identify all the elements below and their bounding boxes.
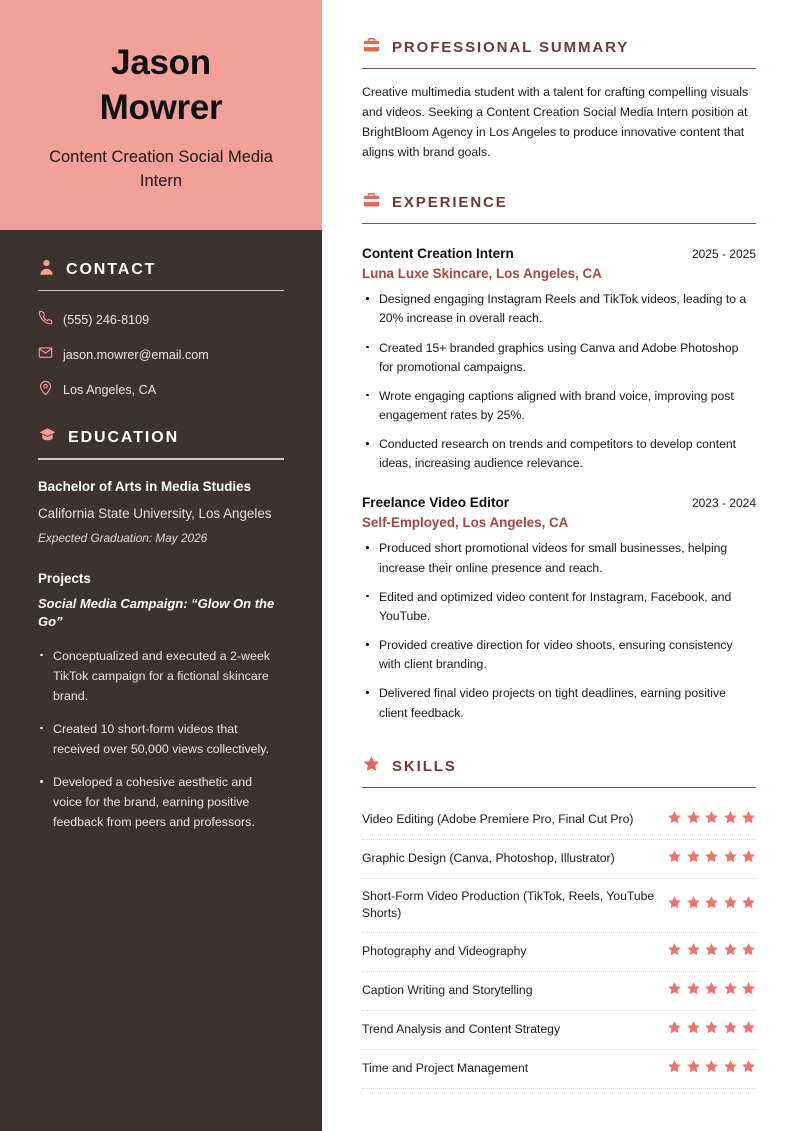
skill-rating [667, 1020, 756, 1040]
list-item: Developed a cohesive aesthetic and voice for the brand, earning positive feedback from peers and professors. [38, 772, 284, 832]
star-icon [686, 810, 701, 830]
star-icon [686, 895, 701, 915]
star-icon [723, 1059, 738, 1079]
education-school: California State University, Los Angeles [38, 505, 272, 521]
skill-row [362, 801, 756, 840]
star-icon [723, 895, 738, 915]
star-icon [704, 1059, 719, 1079]
name-header [0, 0, 322, 230]
job-title: Content Creation Intern [362, 246, 514, 262]
star-icon [741, 1020, 756, 1040]
star-icon [667, 1059, 682, 1079]
sidebar [0, 0, 322, 1131]
contact-divider [38, 290, 284, 291]
contact-item-location[interactable] [38, 380, 284, 400]
experience-entry [362, 495, 756, 722]
skills-list [362, 801, 756, 1089]
star-icon [704, 981, 719, 1001]
star-icon [686, 981, 701, 1001]
project-bullet-list [38, 646, 284, 833]
experience-entry-header [362, 495, 756, 510]
education-heading-row [38, 426, 284, 449]
job-title: Freelance Video Editor [362, 495, 510, 511]
star-icon [723, 942, 738, 962]
job-bullet-list [362, 290, 756, 473]
star-icon [667, 849, 682, 869]
briefcase-icon [362, 191, 381, 214]
star-icon [667, 810, 682, 830]
briefcase-icon [362, 36, 381, 59]
sidebar-body [0, 230, 322, 855]
location-value: Los Angeles, CA [63, 383, 157, 398]
star-icon [686, 1059, 701, 1079]
person-icon [38, 258, 55, 281]
location-pin-icon [38, 380, 53, 400]
star-icon [704, 895, 719, 915]
skill-row [362, 1011, 756, 1050]
skill-name: Graphic Design (Canva, Photoshop, Illustrator) [362, 851, 615, 866]
star-icon [723, 810, 738, 830]
skill-rating [667, 849, 756, 869]
skill-rating [667, 942, 756, 962]
star-icon [667, 942, 682, 962]
experience-entry-header [362, 246, 756, 261]
job-role-subtitle: Content Creation Social Media Intern [49, 148, 273, 190]
summary-text: Creative multimedia student with a talent for crafting compelling visuals and videos. Seeking a Content Creation Social Media Intern position at BrightBloom Agency in Los Angeles to produce innovative content that aligns with brand goals. [362, 85, 749, 160]
skill-row [362, 840, 756, 879]
envelope-icon [38, 345, 53, 365]
education-section [38, 426, 284, 832]
main-content [322, 0, 800, 1131]
star-icon [741, 981, 756, 1001]
first-name: Jason [111, 42, 211, 82]
star-icon [667, 895, 682, 915]
experience-divider [362, 223, 756, 224]
list-item: Produced short promotional videos for small businesses, helping increase their online presence and reach. [362, 539, 756, 577]
job-dates: 2023 - 2024 [691, 496, 756, 511]
star-icon [362, 755, 381, 778]
list-item: Wrote engaging captions aligned with brand voice, improving post engagement rates by 25%. [362, 387, 756, 425]
summary-heading-row [362, 36, 756, 59]
page-title [100, 41, 223, 131]
star-icon [667, 981, 682, 1001]
star-icon [686, 1020, 701, 1040]
contact-heading-row [38, 258, 284, 281]
skills-heading: SKILLS [392, 757, 457, 775]
list-item: Created 10 short-form videos that received over 50,000 views collectively. [38, 719, 284, 759]
summary-divider [362, 68, 756, 69]
star-icon [741, 895, 756, 915]
job-dates: 2025 - 2025 [691, 247, 756, 262]
star-icon [686, 849, 701, 869]
contact-item-email[interactable] [38, 345, 284, 365]
job-organization: Luna Luxe Skincare, Los Angeles, CA [362, 266, 602, 282]
skill-name: Video Editing (Adobe Premiere Pro, Final Cut Pro) [362, 812, 634, 827]
star-icon [741, 810, 756, 830]
contact-heading: CONTACT [66, 260, 157, 278]
skill-name: Time and Project Management [362, 1061, 529, 1075]
education-degree: Bachelor of Arts in Media Studies [38, 478, 252, 494]
star-icon [741, 849, 756, 869]
star-icon [667, 1020, 682, 1040]
last-name: Mowrer [99, 87, 223, 127]
list-item: Designed engaging Instagram Reels and TikTok videos, leading to a 20% increase in overall reach. [362, 290, 756, 328]
list-item: Conceptualized and executed a 2-week TikTok campaign for a fictional skincare brand. [38, 646, 284, 706]
experience-heading-row [362, 191, 756, 214]
star-icon [704, 1020, 719, 1040]
projects-heading: Projects [38, 570, 91, 586]
skill-name: Trend Analysis and Content Strategy [362, 1022, 561, 1036]
star-icon [723, 981, 738, 1001]
list-item: Edited and optimized video content for Instagram, Facebook, and YouTube. [362, 588, 756, 626]
skill-row [362, 1050, 756, 1089]
contact-section [38, 258, 284, 400]
experience-section [362, 191, 756, 723]
project-name: Social Media Campaign: “Glow On the Go” [38, 595, 275, 630]
star-icon [723, 1020, 738, 1040]
skill-row [362, 972, 756, 1011]
list-item: Conducted research on trends and competitors to develop content ideas, increasing audience relevance. [362, 435, 756, 473]
star-icon [704, 849, 719, 869]
experience-heading: EXPERIENCE [392, 193, 508, 211]
education-heading: EDUCATION [68, 428, 180, 446]
skill-rating [667, 895, 756, 915]
professional-summary-section [362, 36, 756, 163]
star-icon [704, 942, 719, 962]
contact-list [38, 310, 284, 400]
skill-rating [667, 810, 756, 830]
skill-row [362, 879, 756, 933]
star-icon [723, 849, 738, 869]
graduation-cap-icon [38, 426, 57, 449]
job-organization: Self-Employed, Los Angeles, CA [362, 515, 569, 531]
skills-heading-row [362, 755, 756, 778]
email-value: jason.mowrer@email.com [63, 348, 209, 363]
skill-rating [667, 981, 756, 1001]
phone-value: (555) 246-8109 [63, 313, 150, 328]
education-graduation-date: Expected Graduation: May 2026 [38, 530, 208, 545]
experience-entry [362, 246, 756, 473]
star-icon [686, 942, 701, 962]
skill-name: Caption Writing and Storytelling [362, 983, 533, 997]
list-item: Created 15+ branded graphics using Canva and Adobe Photoshop for promotional campaigns. [362, 339, 756, 377]
skill-row [362, 933, 756, 972]
summary-heading: PROFESSIONAL SUMMARY [392, 39, 630, 56]
education-divider [38, 458, 284, 459]
skill-rating [667, 1059, 756, 1079]
skill-name: Photography and Videography [362, 944, 527, 958]
star-icon [704, 810, 719, 830]
job-bullet-list [362, 539, 756, 722]
skills-section [362, 755, 756, 1089]
skill-name: Short-Form Video Production (TikTok, Reels, YouTube Shorts) [362, 889, 655, 921]
skills-divider [362, 787, 756, 788]
phone-icon [38, 310, 53, 330]
list-item: Provided creative direction for video shoots, ensuring consistency with client branding. [362, 636, 756, 674]
list-item: Delivered final video projects on tight deadlines, earning positive client feedback. [362, 684, 756, 722]
contact-item-phone[interactable] [38, 310, 284, 330]
star-icon [741, 942, 756, 962]
star-icon [741, 1059, 756, 1079]
